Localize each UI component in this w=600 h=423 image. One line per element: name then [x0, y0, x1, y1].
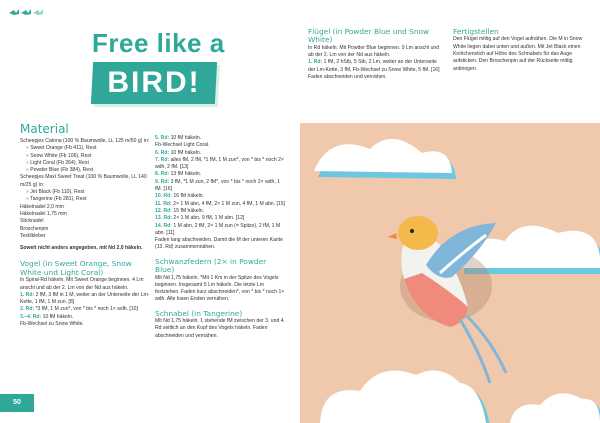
- schnabel-title: Schnabel (in Tangerine): [155, 308, 243, 318]
- row-instruction: 11. Rd: 2× 1 M abn, 4 fM, 2× 1 M zun, 4 fM, 1 M abn. [15]: [155, 200, 285, 207]
- row-instruction: 3.–4. Rd: 10 fM häkeln.: [20, 313, 74, 320]
- fertig-column: [453, 28, 589, 73]
- row-instruction: 1. Rd: 2 fM, 3 fM in 1 M, weiter an der Unterseite der Lm-Kette, 1 fM, 1 M zun. [8]: [20, 291, 150, 306]
- row-instruction: 9. Rd: 3 fM, *1 M zun, 2 fM*, von * bis * noch 2× wdh, 1 fM. [16]: [155, 178, 281, 193]
- fertig-title: Fertigstellen: [453, 27, 499, 36]
- row-instruction: 13. Rd: 2× 1 M abn, 9 fM, 1 M abn. [12]: [155, 215, 245, 222]
- instructions-column: [155, 135, 285, 340]
- material-intro-2: Scheepjes Maxi Sweet Treat (100 % Baumwolle, LL 140 m/25 g) in:: [20, 174, 147, 188]
- vogel-intro: In Spiral-Rd häkeln. Mit Sweet Orange beginnen. 4 Lm anschl und ab der 2. Lm von der Nd aus häkeln.: [20, 277, 144, 291]
- row-instruction: 12. Rd: 15 fM häkeln.: [155, 207, 204, 214]
- photo-illustration: [300, 123, 600, 423]
- row-instruction: Fb-Wechsel Light Coral.: [155, 142, 210, 149]
- hero-title-banner: [91, 62, 217, 104]
- color-item: » Jet Black (Fb 110), Rest: [20, 189, 150, 196]
- fertig-text: Den Flügel mittig auf den Vogel aufnähen. Die M in Snow White liegen dabei unten und außen. Mit Jet Black einen Knötchenstich auf Höhe des Schnabels für das Auge aufsticken. Den Broschenpin auf der Rückseite mittig anbringen.: [453, 36, 583, 72]
- schwanz-title: Schwanzfedern (2× in Powder Blue): [155, 256, 267, 275]
- tool-item: Textilkleber: [20, 232, 46, 239]
- color-item: » Sweet Orange (Fb 411), Rest: [20, 145, 150, 152]
- row-instruction: 2. Rd: *3 fM, 1 M zun*, von * bis * noch 1× wdh. [10]: [20, 306, 138, 313]
- fluegel-column: [308, 28, 444, 81]
- tool-item: Broschenpin: [20, 225, 49, 232]
- schnabel-text: Mit Nd 1,75 häkeln. 1 stehende fM zwischen der 3. und 4. Rd seitlich an den Kopf des Vogels häkeln. Faden abschneiden und vernähen.: [155, 318, 285, 339]
- row-instruction: 6. Rd: 10 fM häkeln.: [155, 149, 202, 156]
- color-item: » Powder Blue (Fb 384), Rest: [20, 167, 150, 174]
- tool-item: Sticknadel: [20, 218, 44, 225]
- material-note: Soweit nicht anders angegeben, mit Nd 2,0 häkeln.: [20, 245, 143, 252]
- schwanz-text: Mit Nd 1,75 häkeln. *Mit 1 Km in der Spitze des Vogels beginnen. Insgesamt 5 Lm häkeln. Die letzte Lm festziehen. Faden kurz abschneiden*, von * bis * noch 1× wdh. Alle losen Enden vernähen.: [155, 274, 285, 303]
- material-title: Material: [20, 122, 69, 136]
- col2-end: Faden lang abschneiden. Damit die M der unteren Kante (13. Rd) zusammennähen.: [155, 237, 283, 251]
- row-instruction: 7. Rd: alles fM, 2 fM, *1 fM, 1 M zun*, von * bis * noch 2× wdh, 2 fM. [13]: [155, 156, 284, 171]
- material-intro: Scheepjes Catona (100 % Baumwolle, LL 125 m/50 g) in:: [20, 138, 150, 144]
- bird-decoration-icon: [8, 8, 44, 20]
- tool-item: Häkelnadel 2,0 mm: [20, 203, 64, 210]
- fluegel-end: Faden abschneiden und vernähen.: [308, 74, 387, 80]
- page-number: 50: [0, 394, 34, 412]
- hero-title-line2: BIRD!: [107, 66, 201, 99]
- tool-item: Häkelnadel 1,75 mm: [20, 210, 67, 217]
- row-instruction: 5. Rd: 10 fM häkeln.: [155, 135, 202, 141]
- color-item: » Light Coral (Fb 264), Rest: [20, 160, 150, 167]
- color-item: » Tangerine (Fb 281), Rest: [20, 196, 150, 203]
- row-instruction: 1. Rd: 1 fM, 2 hStb, 5 Stb, 2 Lm, weiter an der Unterseite der Lm-Kette, 3 fM, Fb-Wechsel zu Snow White, 5 fM. [16]: [308, 59, 440, 73]
- row-instruction: 10. Rd: 16 fM häkeln.: [155, 193, 204, 200]
- row-instruction: 8. Rd: 13 fM häkeln.: [155, 171, 202, 178]
- vogel-title: Vogel (in Sweet Orange, Snow White und Light Coral): [20, 259, 132, 277]
- vogel-end: Fb-Wechsel zu Snow White.: [20, 321, 84, 328]
- color-item: » Snow White (Fb 106), Rest: [20, 153, 150, 160]
- bird-brooch-photo: [300, 123, 600, 423]
- material-column: [20, 122, 150, 328]
- row-instruction: 14. Rd: 1 M abn, 2 fM, 2× 1 M zun (= Spitze), 2 fM, 1 M abn. [11]: [155, 222, 281, 236]
- fluegel-title: Flügel (in Powder Blue und Snow White): [308, 27, 430, 45]
- hero-title-line1: Free like a: [92, 28, 225, 58]
- fluegel-intro: In Rd häkeln. Mit Powder Blue beginnen. 9 Lm anschl und ab der 2. Lm von der Nd aus häkeln.: [308, 44, 440, 59]
